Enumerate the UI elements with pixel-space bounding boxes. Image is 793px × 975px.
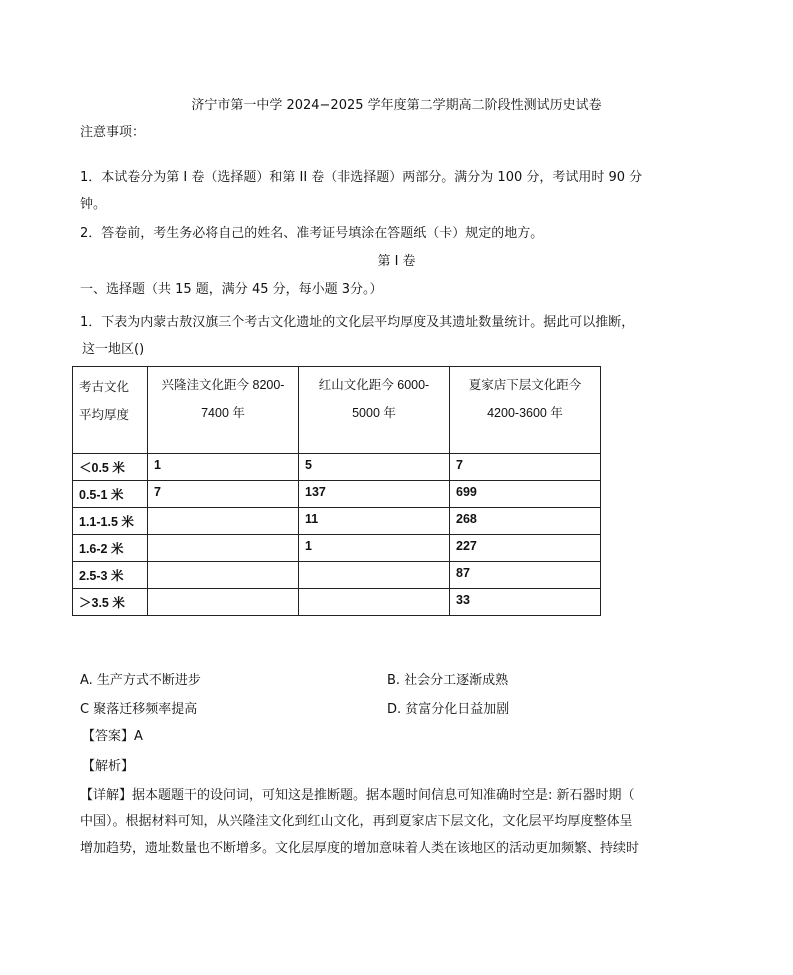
cell-value xyxy=(299,589,450,616)
volume-title: 第 I 卷 xyxy=(377,254,416,269)
option-b: B. 社会分工逐渐成熟 xyxy=(387,673,509,688)
detail-line-3: 增加趋势，遗址数量也不断增多。文化层厚度的增加意味着人类在该地区的活动更加频繁、持续时 xyxy=(80,841,640,856)
cell-value: 699 xyxy=(450,481,601,508)
notice-item-1-cont: 钟。 xyxy=(80,197,107,212)
header-cell-xinglongwa: 兴隆洼文化距今 8200-7400 年 xyxy=(148,367,299,454)
table-header-row xyxy=(73,367,601,454)
cell-value: 5 xyxy=(299,454,450,481)
analysis-heading: 【解析】 xyxy=(82,759,135,774)
row-label: 2.5-3 米 xyxy=(73,562,148,589)
row-label: 1.1-1.5 米 xyxy=(73,508,148,535)
header-cell-thickness: 考古文化平均厚度 xyxy=(73,367,148,454)
row-label: ＞3.5 米 xyxy=(73,589,148,616)
table-row xyxy=(73,454,601,481)
cell-value: 7 xyxy=(148,481,299,508)
cell-value: 268 xyxy=(450,508,601,535)
row-label: ＜0.5 米 xyxy=(73,454,148,481)
header-cell-xiajiadian: 夏家店下层文化距今 4200-3600 年 xyxy=(450,367,601,454)
option-c: C 聚落迁移频率提高 xyxy=(80,702,198,717)
notice-item-2: 2．答卷前，考生务必将自己的姓名、准考证号填涂在答题纸（卡）规定的地方。 xyxy=(80,226,544,241)
detail-line-2: 中国）。根据材料可知，从兴隆洼文化到红山文化，再到夏家店下层文化，文化层平均厚度整体呈 xyxy=(80,814,633,829)
row-label: 1.6-2 米 xyxy=(73,535,148,562)
cell-value xyxy=(148,589,299,616)
cell-value: 1 xyxy=(148,454,299,481)
cell-value xyxy=(148,562,299,589)
table-row xyxy=(73,481,601,508)
answer-label: 【答案】A xyxy=(82,729,143,744)
cell-value xyxy=(299,562,450,589)
row-label: 0.5-1 米 xyxy=(73,481,148,508)
option-a: A. 生产方式不断进步 xyxy=(80,673,201,688)
cell-value: 87 xyxy=(450,562,601,589)
table-row xyxy=(73,589,601,616)
question-1-stem-cont: 这一地区() xyxy=(82,342,145,357)
table-row xyxy=(73,508,601,535)
cell-value xyxy=(148,508,299,535)
option-d: D. 贫富分化日益加剧 xyxy=(387,702,510,717)
notice-heading: 注意事项： xyxy=(80,125,146,140)
cell-value: 7 xyxy=(450,454,601,481)
archaeology-table xyxy=(72,366,601,616)
detail-line-1: 【详解】据本题题干的设问词，可知这是推断题。据本题时间信息可知准确时空是: 新石器时期（ xyxy=(80,788,635,803)
section-title: 一、选择题（共 15 题，满分 45 分，每小题 3分。） xyxy=(80,282,383,297)
cell-value: 11 xyxy=(299,508,450,535)
table-row xyxy=(73,535,601,562)
cell-value: 33 xyxy=(450,589,601,616)
cell-value: 227 xyxy=(450,535,601,562)
cell-value: 1 xyxy=(299,535,450,562)
header-cell-hongshan: 红山文化距今 6000-5000 年 xyxy=(299,367,450,454)
table-row xyxy=(73,562,601,589)
cell-value xyxy=(148,535,299,562)
question-1-stem: 1．下表为内蒙古敖汉旗三个考古文化遗址的文化层平均厚度及其遗址数量统计。据此可以推断， xyxy=(80,315,635,330)
cell-value: 137 xyxy=(299,481,450,508)
notice-item-1: 1．本试卷分为第 I 卷（选择题）和第 II 卷（非选择题）两部分。满分为 100 分，考试用时 90 分 xyxy=(80,170,643,185)
document-title: 济宁市第一中学 2024−2025 学年度第二学期高二阶段性测试历史试卷 xyxy=(191,98,602,113)
